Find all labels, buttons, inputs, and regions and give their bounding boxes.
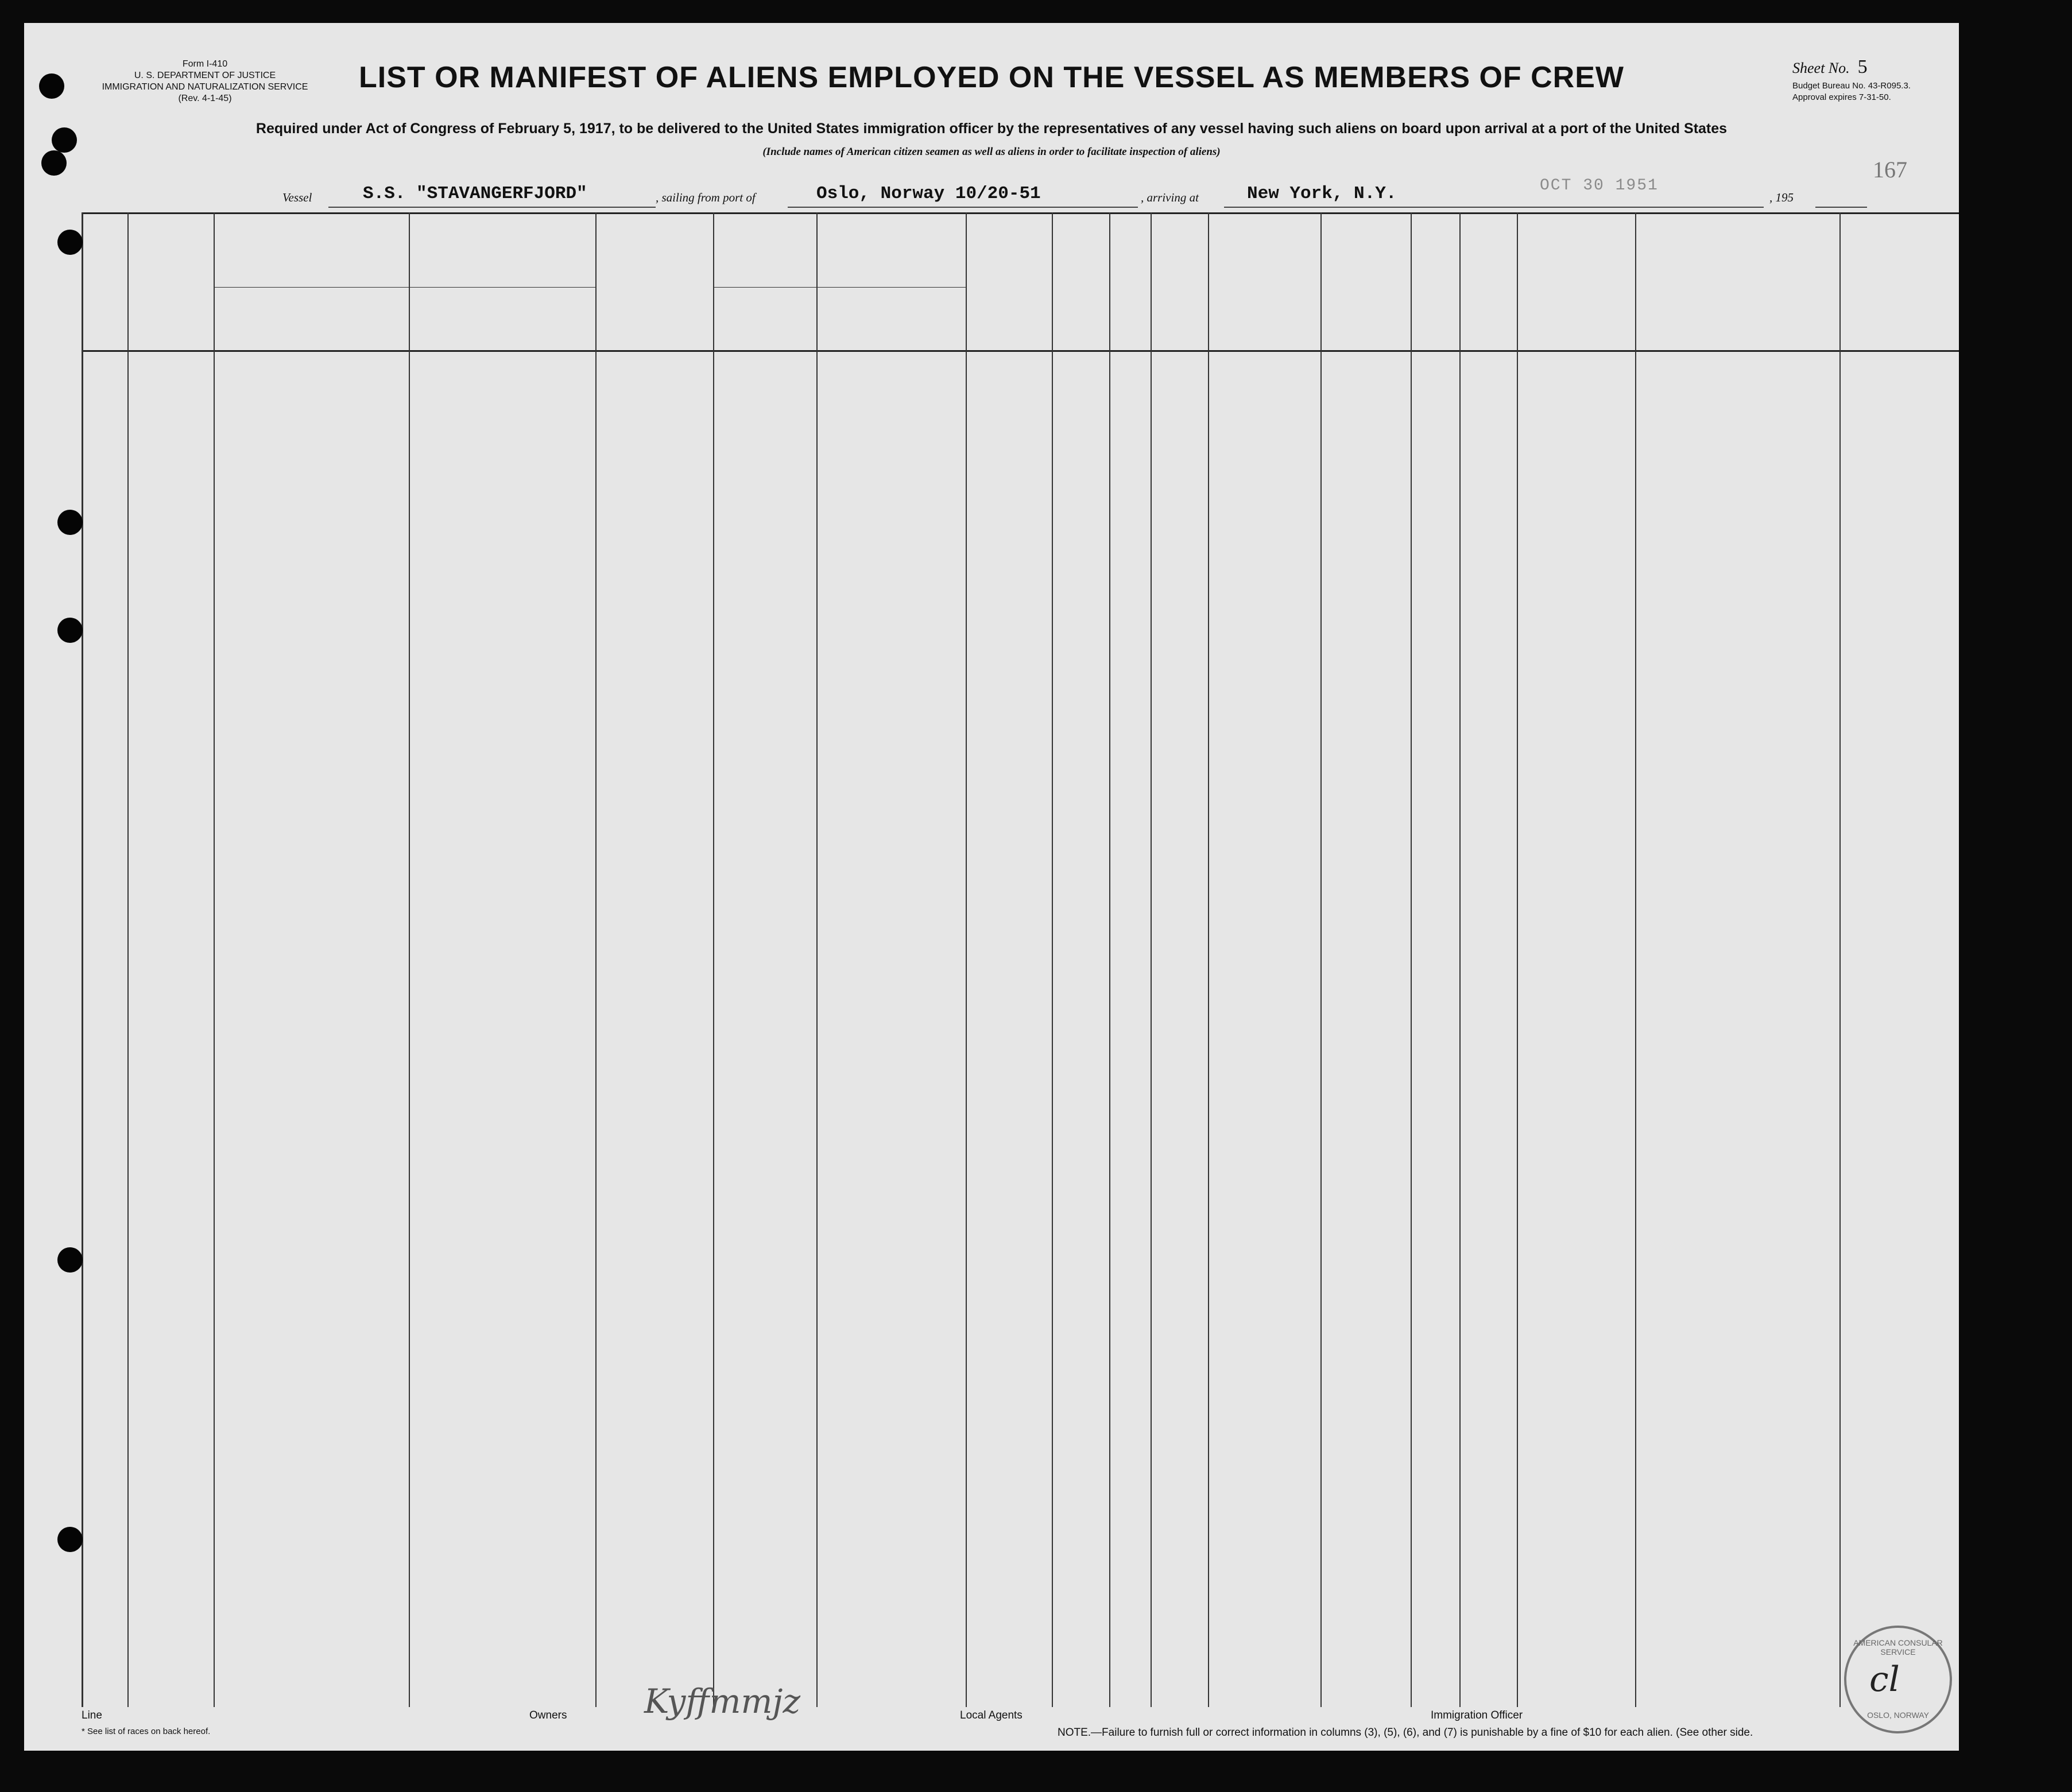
table-top-border bbox=[82, 212, 1959, 214]
column-divider bbox=[1109, 212, 1110, 1707]
column-divider bbox=[214, 212, 215, 1707]
owners-signature: Kyffmmjz bbox=[644, 1682, 801, 1721]
footer-owners-label: Owners bbox=[529, 1709, 567, 1721]
vessel-label: Vessel bbox=[282, 191, 312, 204]
page-number-stamp: 167 bbox=[1873, 157, 1907, 183]
sheet-number bbox=[1792, 56, 1868, 78]
column-divider bbox=[1635, 212, 1636, 1707]
sailing-from-label: , sailing from port of bbox=[656, 191, 756, 204]
instruction-note: (Include names of American citizen seamen as well as aliens in order to facilitate inspection of aliens) bbox=[762, 146, 1221, 158]
subtitle: Required under Act of Congress of February 5, 1917, to be delivered to the United States immigration officer by the representatives of any vessel having such aliens on board upon arrival at a port of the United States bbox=[255, 121, 1728, 137]
column-divider bbox=[713, 212, 714, 1707]
sheet-number-value: 5 bbox=[1857, 56, 1868, 77]
header-bottom-border bbox=[82, 350, 1959, 352]
budget-info bbox=[1792, 80, 1911, 103]
service-name: IMMIGRATION AND NATURALIZATION SERVICE bbox=[102, 82, 308, 92]
footer-line-label: Line bbox=[82, 1709, 102, 1721]
seal-text-top: AMERICAN CONSULAR SERVICE bbox=[1853, 1638, 1943, 1657]
column-divider bbox=[1459, 212, 1461, 1707]
column-divider bbox=[1052, 212, 1053, 1707]
column-divider bbox=[82, 212, 83, 1707]
vessel-name: S.S. "STAVANGERFJORD" bbox=[363, 184, 587, 204]
consular-seal: AMERICAN CONSULAR SERVICE cl OSLO, NORWAY bbox=[1844, 1626, 1952, 1733]
approval-expiry: Approval expires 7-31-50. bbox=[1792, 92, 1891, 102]
manifest-sheet bbox=[24, 23, 1959, 1751]
column-divider bbox=[1320, 212, 1322, 1707]
races-note: * See list of races on back hereof. bbox=[82, 1727, 211, 1736]
penalty-note: NOTE.—Failure to furnish full or correct information in columns (3), (5), (6), and (7) is punishable by a fine of $10 for each alien. (See other side. bbox=[1058, 1727, 1753, 1739]
page-title: LIST OR MANIFEST OF ALIENS EMPLOYED ON THE VESSEL AS MEMBERS OF CREW bbox=[359, 61, 1624, 94]
column-divider bbox=[1411, 212, 1412, 1707]
sheet-number-label: Sheet No. bbox=[1792, 60, 1850, 76]
crew-table bbox=[82, 212, 1959, 1705]
budget-bureau-number: Budget Bureau No. 43-R095.3. bbox=[1792, 81, 1911, 91]
column-divider bbox=[127, 212, 129, 1707]
column-divider bbox=[409, 212, 410, 1707]
shipped-subheader-line bbox=[713, 287, 966, 288]
arrival-date-stamp: OCT 30 1951 bbox=[1540, 177, 1659, 195]
department-name: U. S. DEPARTMENT OF JUSTICE bbox=[134, 71, 276, 80]
year-label: , 195 bbox=[1769, 191, 1794, 204]
column-divider bbox=[595, 212, 597, 1707]
arriving-at-value: New York, N.Y. bbox=[1247, 184, 1397, 204]
column-divider bbox=[1208, 212, 1209, 1707]
column-divider bbox=[966, 212, 967, 1707]
form-revision: (Rev. 4-1-45) bbox=[178, 94, 232, 103]
arriving-at-label: , arriving at bbox=[1141, 191, 1199, 204]
column-divider bbox=[1151, 212, 1152, 1707]
name-subheader-line bbox=[214, 287, 595, 288]
footer-immigration-officer-label: Immigration Officer bbox=[1431, 1709, 1523, 1721]
footer-local-agents-label: Local Agents bbox=[960, 1709, 1023, 1721]
column-divider bbox=[816, 212, 818, 1707]
column-divider bbox=[1517, 212, 1518, 1707]
sailing-from-value: Oslo, Norway 10/20-51 bbox=[816, 184, 1041, 204]
form-number: Form I-410 bbox=[182, 59, 228, 69]
seal-text-bottom: OSLO, NORWAY bbox=[1867, 1710, 1929, 1720]
column-divider bbox=[1839, 212, 1841, 1707]
